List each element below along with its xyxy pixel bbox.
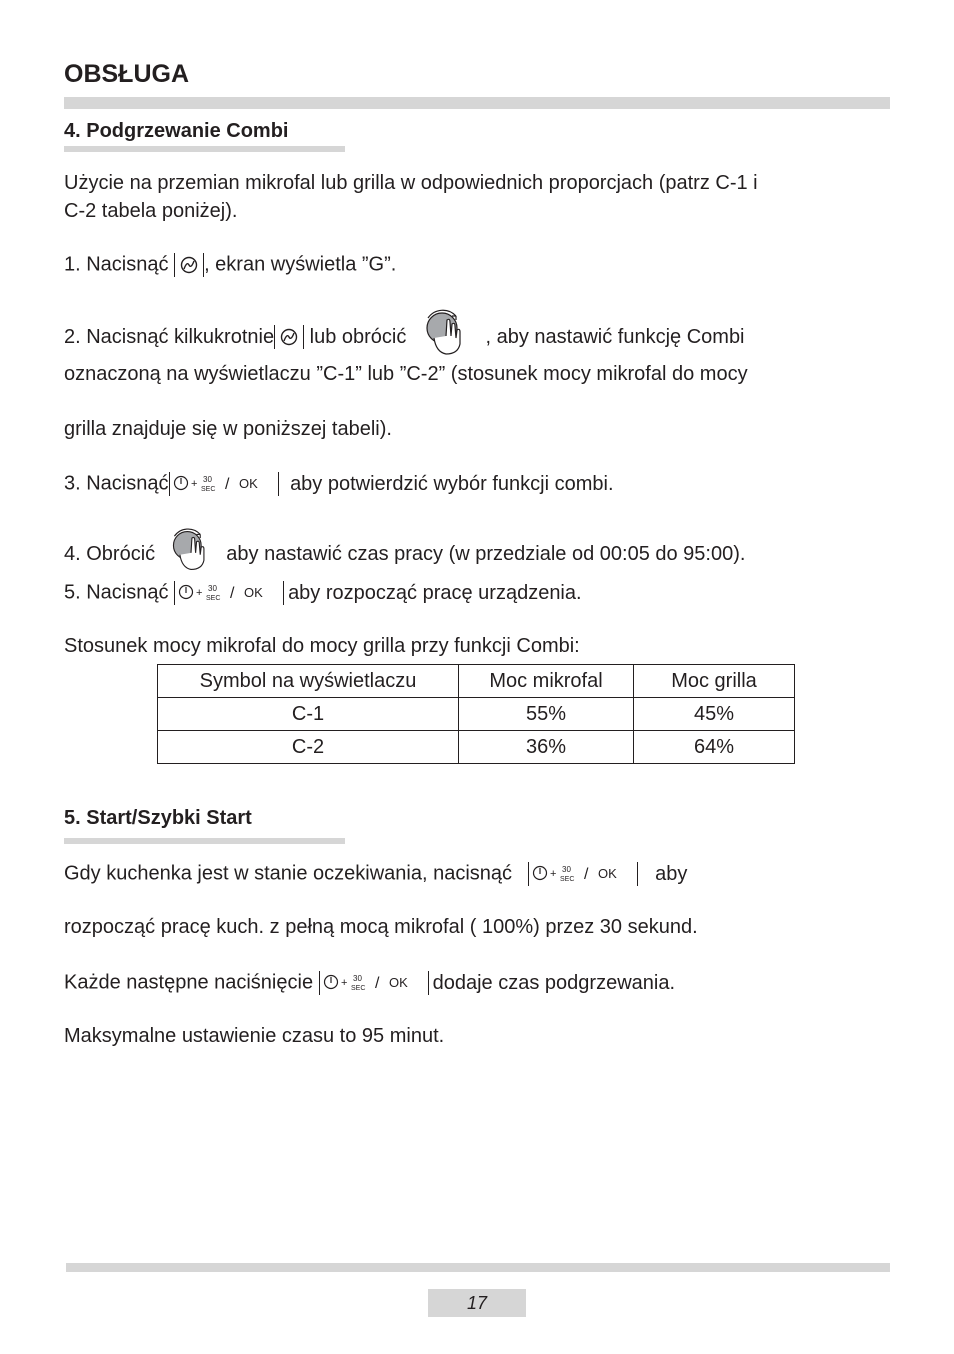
ok-label: OK [597, 865, 617, 881]
plus-sign: + [196, 586, 203, 599]
table-header-cell: Moc grilla [634, 665, 795, 698]
table-row [158, 731, 795, 764]
ok-label: OK [388, 974, 408, 990]
slash-label: / [583, 865, 589, 883]
thirty-label: 30 [352, 973, 362, 983]
table-cell: 55% [459, 698, 634, 731]
section-5-line-4: Maksymalne ustawienie czasu to 95 minut. [64, 1025, 445, 1047]
sec-label: SEC [559, 875, 574, 883]
plus-sign: + [549, 867, 557, 880]
step-2-text-a: 2. Nacisnąć kilkukrotnie [64, 326, 275, 348]
section-4-intro-line-1: Użycie na przemian mikrofal lub grilla w odpowiednich proporcjach (patrz C-1 i [64, 172, 758, 194]
slash-label: / [374, 974, 380, 992]
table-cell: C-2 [158, 731, 459, 764]
table-caption: Stosunek mocy mikrofal do mocy grilla przy funkcji Combi: [64, 635, 580, 657]
plus-sign: + [340, 976, 348, 989]
step-2-text-b: lub obrócić [309, 326, 407, 348]
ok-label: OK [244, 584, 263, 600]
step-2-line-2: oznaczoną na wyświetlaczu ”C-1” lub ”C-2” (stosunek mocy mikrofal do mocy [64, 363, 748, 385]
section-5-line-1-text-b: aby [655, 862, 688, 885]
table-cell: 64% [634, 731, 795, 764]
start-30sec-ok-icon [319, 971, 429, 995]
step-3-text-a: 3. Nacisnąć [64, 472, 169, 495]
slash-label: / [224, 475, 229, 493]
step-5 [64, 580, 582, 605]
plus-sign: + [190, 477, 197, 490]
step-4-text-b: aby nastawić czas pracy (w przedziale od 00:05 do 95:00). [226, 543, 746, 565]
knob-turn-icon [420, 308, 472, 366]
table-cell: 45% [634, 698, 795, 731]
step-5-text-a: 5. Nacisnąć [64, 581, 169, 604]
step-5-text-b: aby rozpocząć pracę urządzenia. [288, 581, 582, 604]
header-divider [64, 97, 890, 109]
table-header-cell: Moc mikrofal [459, 665, 634, 698]
table-cell: C-1 [158, 698, 459, 731]
step-3 [64, 471, 614, 496]
section-4-underline [64, 146, 345, 152]
step-2-text-c: , aby nastawić funkcję Combi [485, 326, 745, 348]
section-5-line-2: rozpocząć pracę kuch. z pełną mocą mikrofal ( 100%) przez 30 sekund. [64, 916, 698, 938]
grill-icon [174, 253, 204, 277]
step-4-text-a: 4. Obrócić [64, 543, 156, 565]
section-5-line-1 [64, 861, 687, 886]
section-5-line-3-text-b: dodaje czas podgrzewania. [432, 971, 676, 994]
section-5-line-3 [64, 970, 675, 995]
footer-divider [66, 1263, 890, 1272]
sec-label: SEC [206, 594, 221, 602]
sec-label: SEC [200, 485, 215, 493]
section-5-underline [64, 838, 345, 844]
step-1 [64, 252, 396, 277]
step-3-text-b: aby potwierdzić wybór funkcji combi. [290, 472, 614, 495]
start-30sec-ok-icon [174, 581, 284, 605]
step-2-line-3: grilla znajduje się w poniższej tabeli). [64, 418, 392, 440]
step-1-text-a: 1. Nacisnąć [64, 253, 169, 276]
thirty-label: 30 [208, 583, 217, 593]
page-number: 17 [428, 1289, 526, 1317]
thirty-label: 30 [202, 474, 212, 484]
step-2 [64, 308, 745, 366]
section-5-heading: 5. Start/Szybki Start [64, 807, 252, 829]
knob-turn-icon [167, 525, 215, 583]
table-row [158, 698, 795, 731]
combi-ratio-table [157, 664, 795, 764]
step-1-text-b: , ekran wyświetla ”G”. [204, 253, 397, 276]
ok-label: OK [238, 475, 258, 491]
section-4-intro-line-2: C-2 tabela poniżej). [64, 200, 238, 222]
table-header-cell: Symbol na wyświetlaczu [158, 665, 459, 698]
section-5-line-1-text-a: Gdy kuchenka jest w stanie oczekiwania, nacisnąć [64, 862, 513, 885]
start-30sec-ok-icon [528, 862, 638, 886]
section-5-line-3-text-a: Każde następne naciśnięcie [64, 971, 314, 994]
step-4 [64, 525, 745, 583]
sec-label: SEC [350, 984, 366, 992]
start-30sec-ok-icon [169, 472, 279, 496]
slash-label: / [230, 584, 235, 602]
table-header-row [158, 665, 795, 698]
table-cell: 36% [459, 731, 634, 764]
thirty-label: 30 [561, 864, 571, 874]
grill-icon [274, 325, 304, 349]
page-title: OBSŁUGA [64, 60, 189, 88]
section-4-heading: 4. Podgrzewanie Combi [64, 120, 289, 142]
